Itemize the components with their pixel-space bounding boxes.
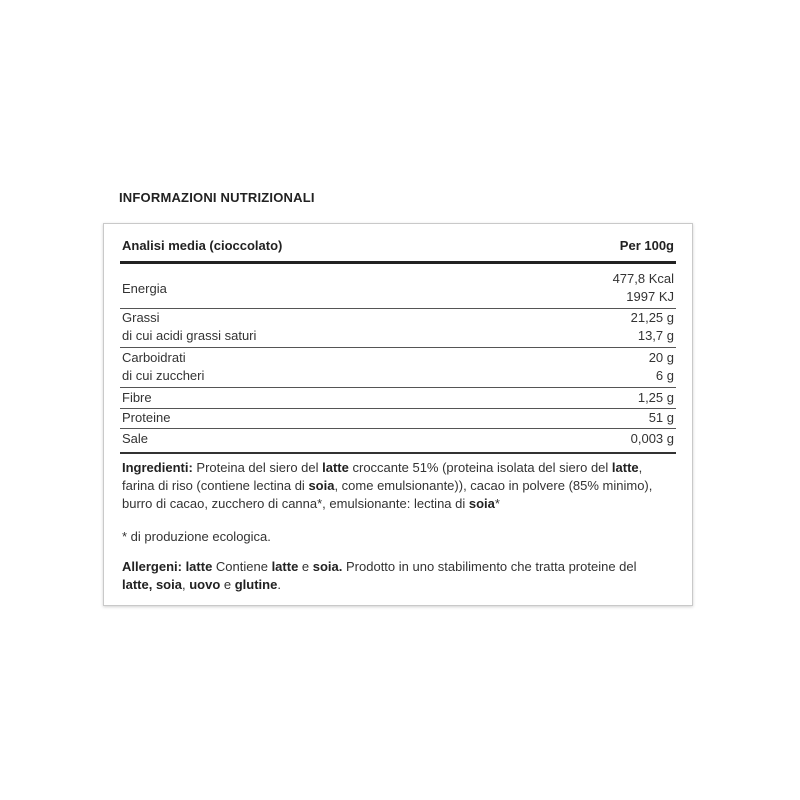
row-label: Sale — [122, 431, 149, 446]
row-label: Energia — [122, 281, 167, 296]
row-divider — [120, 428, 676, 429]
allergens-segment: e — [220, 577, 235, 592]
ingredients-allergen: latte — [611, 460, 639, 475]
ingredients-segment: croccante 51% (proteina isolata del siero del — [348, 460, 612, 475]
row-label: Grassi — [122, 310, 160, 325]
row-divider — [120, 347, 676, 348]
allergens-segment: Prodotto in uno stabilimento che tratta proteine del — [342, 559, 637, 574]
row-label: Carboidrati — [122, 350, 186, 365]
ingredients-segment: Proteina del siero del — [192, 460, 323, 475]
ecological-note: * di produzione ecologica. — [122, 529, 271, 544]
allergens-allergen: uovo — [189, 577, 221, 592]
row-value: 51 g — [648, 410, 674, 425]
ingredients-text — [122, 459, 678, 513]
allergens-segment: Contiene — [212, 559, 272, 574]
ingredients-label: Ingredienti: — [122, 460, 193, 475]
row-value: 21,25 g — [630, 310, 674, 325]
row-value: 6 g — [655, 368, 674, 383]
allergens-label: Allergeni: latte — [122, 559, 213, 574]
row-value-kj: 1997 KJ — [626, 289, 674, 304]
ingredients-segment: , farina di riso (contiene lectina di — [122, 460, 643, 493]
row-value: 13,7 g — [637, 328, 674, 343]
row-value: 0,003 g — [630, 431, 674, 446]
row-label: Fibre — [122, 390, 152, 405]
ingredients-segment: * — [494, 496, 500, 511]
header-divider — [120, 261, 676, 264]
allergens-allergen: soia. — [312, 559, 343, 574]
ingredients-segment: , come emulsionante)), cacao in polvere (85% minimo), burro di cacao, zucchero di canna*, emulsionante: lectina di — [122, 478, 653, 511]
ingredients-allergen: soia — [308, 478, 335, 493]
allergens-segment: . — [277, 577, 281, 592]
allergens-allergen: glutine — [234, 577, 278, 592]
row-divider — [120, 387, 676, 388]
section-title: INFORMAZIONI NUTRIZIONALI — [119, 190, 315, 205]
row-divider — [120, 308, 676, 309]
row-label: di cui zuccheri — [122, 368, 205, 383]
row-label: Proteine — [122, 410, 171, 425]
row-label: di cui acidi grassi saturi — [122, 328, 257, 343]
ingredients-allergen: latte — [322, 460, 349, 475]
allergens-segment: , — [181, 577, 190, 592]
allergens-allergen: latte, soia — [122, 577, 182, 592]
row-value: 1,25 g — [637, 390, 674, 405]
header-analysis-label: Analisi media (cioccolato) — [122, 238, 283, 253]
header-per-100g-label: Per 100g — [619, 238, 674, 253]
ingredients-allergen: soia — [468, 496, 495, 511]
row-energia — [120, 271, 676, 311]
allergens-text — [122, 558, 662, 594]
allergens-allergen: latte — [271, 559, 299, 574]
table-header — [120, 238, 676, 258]
row-value-kcal: 477,8 Kcal — [612, 271, 674, 286]
row-divider — [120, 408, 676, 409]
row-value: 20 g — [648, 350, 674, 365]
nutrition-card — [103, 223, 693, 606]
allergens-segment: e — [298, 559, 313, 574]
table-bottom-divider — [120, 452, 676, 454]
